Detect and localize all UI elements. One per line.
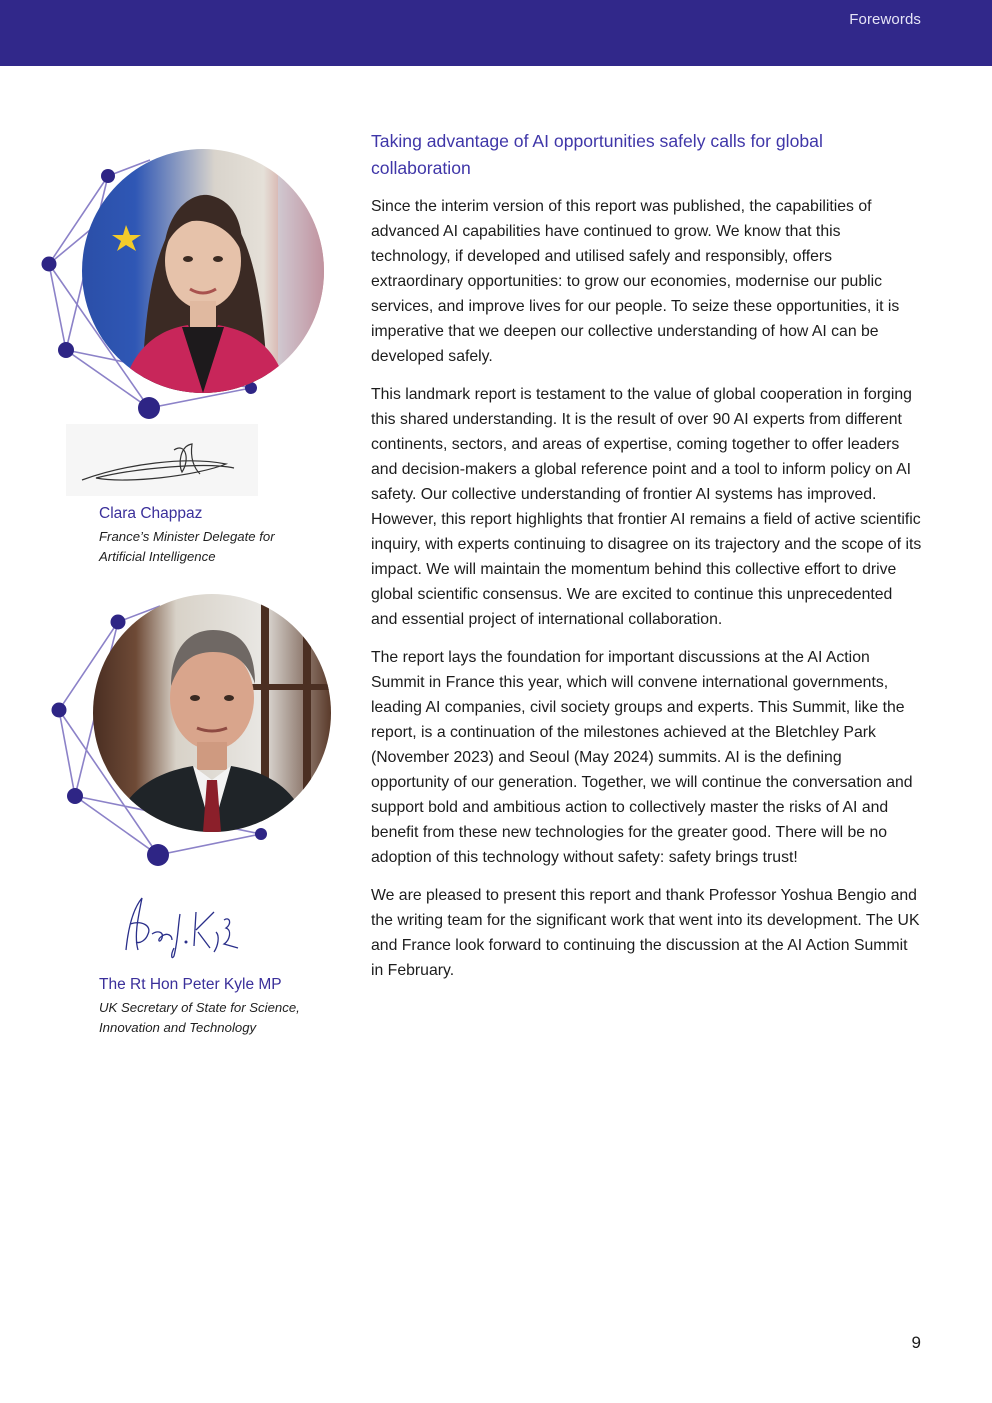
article-paragraph: This landmark report is testament to the value of global cooperation in forging this shared understanding. It is the result of over 90 AI experts from different continents, sectors, and areas of expertise, coming together to offer leaders and decision-makers a global reference point and a tool to inform policy on AI safety. Our collective understanding of frontier AI systems has improved. However, this report highlights that frontier AI remains a field of active scientific inquiry, with experts continuing to disagree on its trajectory and the scope of its impact. We will maintain the momentum behind this collective effort to drive global scientific consensus. We are excited to continue this unprecedented and essential project of international collaboration. — [371, 386, 922, 628]
role-line: Innovation and Technology — [99, 1020, 257, 1035]
signatory-role — [99, 998, 339, 1038]
section-label: Forewords — [849, 11, 921, 28]
role-line: France’s Minister Delegate for — [99, 529, 275, 544]
portrait-photo — [93, 594, 331, 832]
signature-peter-kyle — [112, 890, 242, 960]
article-paragraph: Since the interim version of this report was published, the capabilities of advanced AI capabilities have continued to grow. We know that this technology, if developed and utilised safely and responsibly, offers extraordinary opportunities: to grow our economies, modernise our public services, and improve lives for our people. To seize these opportunities, it is imperative that we deepen our collective understanding of how AI can be developed safely. — [371, 198, 900, 365]
article-paragraph: We are pleased to present this report and thank Professor Yoshua Bengio and the writing team for the significant work that went into its development. The UK and France look forward to continuing the discussion at the AI Action Summit in February. — [371, 887, 920, 979]
signatory-name: Clara Chappaz — [99, 505, 203, 522]
foreword-article — [371, 128, 923, 996]
article-title: Taking advantage of AI opportunities safely calls for global collaboration — [371, 131, 823, 178]
signatory-name: The Rt Hon Peter Kyle MP — [99, 976, 282, 993]
portrait-illustration — [93, 594, 331, 832]
role-line: Artificial Intelligence — [99, 549, 216, 564]
article-paragraph: The report lays the foundation for important discussions at the AI Action Summit in France this year, which will convene international governments, leading AI companies, civil society groups and experts. This Summit, like the report, is a continuation of the milestones achieved at the Bletchley Park (November 2023) and Seoul (May 2024) summits. AI is the defining opportunity of our generation. Together, we will continue the conversation and support bold and ambitious action to collectively master the risks of AI and benefit from these new technologies for the greater good. There will be no adoption of this technology without safety: safety brings trust! — [371, 649, 913, 866]
portrait-peter-kyle — [0, 0, 360, 880]
role-line: UK Secretary of State for Science, — [99, 1000, 300, 1015]
page-number: 9 — [911, 1333, 921, 1352]
